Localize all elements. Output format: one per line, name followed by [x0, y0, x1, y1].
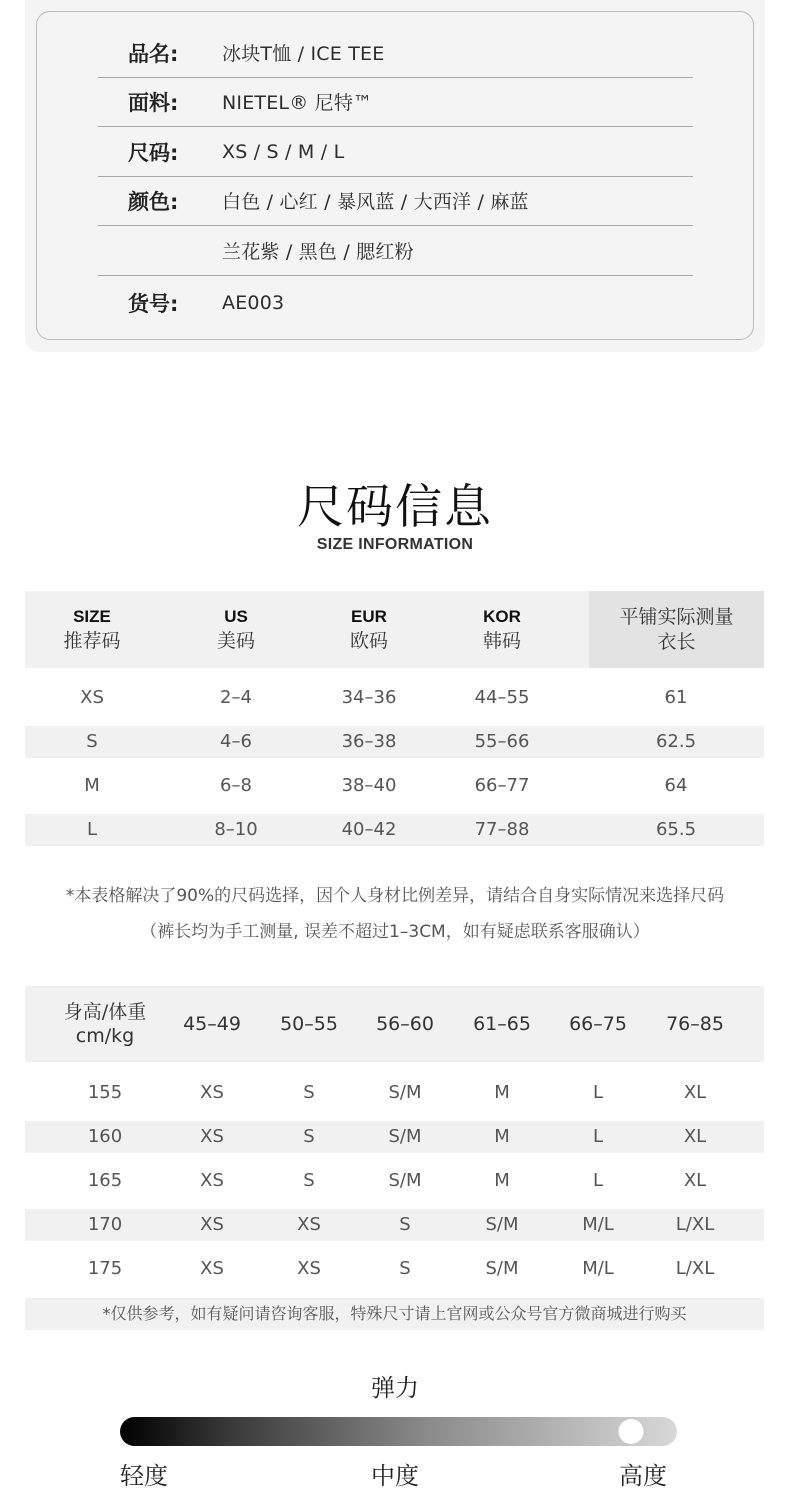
table-cell: S [399, 1258, 411, 1279]
info-key: 面料: [128, 90, 179, 115]
table-cell: M [494, 1170, 510, 1191]
header-en: SIZE [73, 607, 111, 626]
info-row-name [98, 28, 693, 78]
table-cell: L/XL [675, 1258, 715, 1279]
size-table-row [25, 726, 764, 758]
header-en: EUR [351, 607, 387, 626]
header-eur [319, 591, 419, 668]
table-cell: L [592, 1082, 604, 1103]
fit-table-row [25, 1165, 764, 1197]
table-cell: S [303, 1082, 315, 1103]
header-us [186, 591, 286, 668]
table-cell: 40–42 [341, 819, 397, 840]
table-cell: XL [683, 1126, 707, 1147]
page-subtitle: SIZE INFORMATION [316, 536, 474, 553]
info-row-sku [98, 278, 693, 327]
table-cell: 65.5 [655, 819, 697, 840]
elasticity-bar [120, 1417, 677, 1446]
fit-table-row [25, 1209, 764, 1241]
header-weight: 66–75 [569, 1013, 627, 1035]
table-cell: XS [200, 1258, 224, 1279]
header-measurement [589, 591, 764, 668]
fit-table-row [25, 1077, 764, 1109]
table-cell: 34–36 [341, 687, 397, 708]
header-en: KOR [483, 607, 521, 626]
table-cell: 8–10 [214, 819, 258, 840]
table-cell: M/L [582, 1258, 614, 1279]
table-cell: 38–40 [341, 775, 397, 796]
header-height-weight [64, 986, 146, 1062]
header-weight: 76–85 [666, 1013, 724, 1035]
header-unit: cm/kg [75, 1025, 135, 1047]
fit-table-header [25, 986, 764, 1062]
table-cell: L [592, 1126, 604, 1147]
table-cell: 77–88 [474, 819, 530, 840]
table-cell: XS [200, 1126, 224, 1147]
header-zh: 推荐码 [63, 630, 121, 652]
elasticity-title: 弹力 [371, 1374, 419, 1402]
header-weight: 61–65 [473, 1013, 531, 1035]
header-zh: 欧码 [349, 630, 388, 652]
table-cell: M [84, 775, 100, 796]
table-cell: 4–6 [220, 731, 252, 752]
table-cell: XS [200, 1170, 224, 1191]
header-zh: 衣长 [657, 630, 696, 653]
info-key: 货号: [128, 291, 179, 316]
table-cell: S [399, 1214, 411, 1235]
table-cell: L [592, 1170, 604, 1191]
table-cell: 61 [664, 687, 688, 708]
table-cell: XL [683, 1170, 707, 1191]
header-zh: 韩码 [482, 630, 521, 652]
table-cell: S/M [388, 1126, 422, 1147]
info-row-size [98, 127, 693, 177]
info-row-color [98, 176, 693, 226]
page-title: 尺码信息 [297, 480, 493, 535]
header-weight: 56–60 [376, 1013, 434, 1035]
header-weight: 45–49 [183, 1013, 241, 1035]
info-key: 品名: [128, 41, 179, 66]
table-cell: 62.5 [655, 731, 697, 752]
measurement-note: （裤长均为手工测量, 误差不超过1–3CM，如有疑虑联系客服确认） [140, 922, 650, 942]
table-cell: S [303, 1170, 315, 1191]
elasticity-label-high: 高度 [619, 1462, 667, 1490]
header-en: US [224, 607, 248, 626]
size-table-row [25, 814, 764, 846]
table-cell: L [86, 819, 98, 840]
info-value: 兰花紫 / 黑色 / 腮红粉 [222, 241, 414, 263]
info-row-fabric [98, 77, 693, 127]
table-cell: S/M [388, 1082, 422, 1103]
info-value: 白色 / 心红 / 暴风蓝 / 大西洋 / 麻蓝 [222, 191, 529, 213]
header-kor [452, 591, 552, 668]
fit-table-row [25, 1121, 764, 1153]
table-cell: M/L [582, 1214, 614, 1235]
table-cell: XS [297, 1214, 321, 1235]
info-value: XS / S / M / L [222, 140, 345, 163]
table-cell: 44–55 [474, 687, 530, 708]
elasticity-label-medium: 中度 [371, 1462, 419, 1490]
elasticity-label-low: 轻度 [120, 1462, 168, 1490]
table-cell: XS [200, 1082, 224, 1103]
table-cell: S [303, 1126, 315, 1147]
table-cell: XS [200, 1214, 224, 1235]
table-cell: 165 [87, 1170, 123, 1191]
fit-table-footnote: *仅供参考，如有疑问请咨询客服，特殊尺寸请上官网或公众号官方微商城进行购买 [25, 1298, 764, 1330]
info-row-color-continued [98, 226, 693, 276]
table-cell: 155 [87, 1082, 123, 1103]
table-cell: XS [80, 687, 104, 708]
table-cell: S/M [485, 1214, 519, 1235]
table-cell: 66–77 [474, 775, 530, 796]
table-cell: 64 [664, 775, 688, 796]
elasticity-indicator [619, 1419, 644, 1444]
table-cell: L/XL [675, 1214, 715, 1235]
table-cell: XL [683, 1082, 707, 1103]
table-cell: 36–38 [341, 731, 397, 752]
table-cell: S/M [388, 1170, 422, 1191]
fit-table-row [25, 1253, 764, 1285]
header-zh: 美码 [216, 630, 255, 652]
size-table-row [25, 770, 764, 802]
table-cell: 6–8 [220, 775, 252, 796]
table-cell: M [494, 1126, 510, 1147]
size-table-row [25, 682, 764, 714]
info-key: 尺码: [128, 140, 179, 165]
table-cell: 2–4 [220, 687, 252, 708]
table-cell: 160 [87, 1126, 123, 1147]
table-cell: S/M [485, 1258, 519, 1279]
table-cell: M [494, 1082, 510, 1103]
table-cell: 55–66 [474, 731, 530, 752]
header-size [42, 591, 142, 668]
table-cell: 170 [87, 1214, 123, 1235]
table-cell: XS [297, 1258, 321, 1279]
table-cell: 175 [87, 1258, 123, 1279]
info-value: NIETEL® 尼特™ [222, 92, 373, 114]
size-note: *本表格解决了90%的尺码选择，因个人身材比例差异，请结合自身实际情况来选择尺码 [65, 886, 725, 906]
info-key: 颜色: [128, 189, 179, 214]
table-cell: S [86, 731, 98, 752]
header-zh: 平铺实际测量 [619, 605, 734, 628]
info-value: 冰块T恤 / ICE TEE [222, 43, 385, 65]
header-weight: 50–55 [280, 1013, 338, 1035]
header-label: 身高/体重 [63, 1001, 147, 1023]
size-table-header [25, 591, 764, 668]
info-value: AE003 [222, 291, 285, 314]
